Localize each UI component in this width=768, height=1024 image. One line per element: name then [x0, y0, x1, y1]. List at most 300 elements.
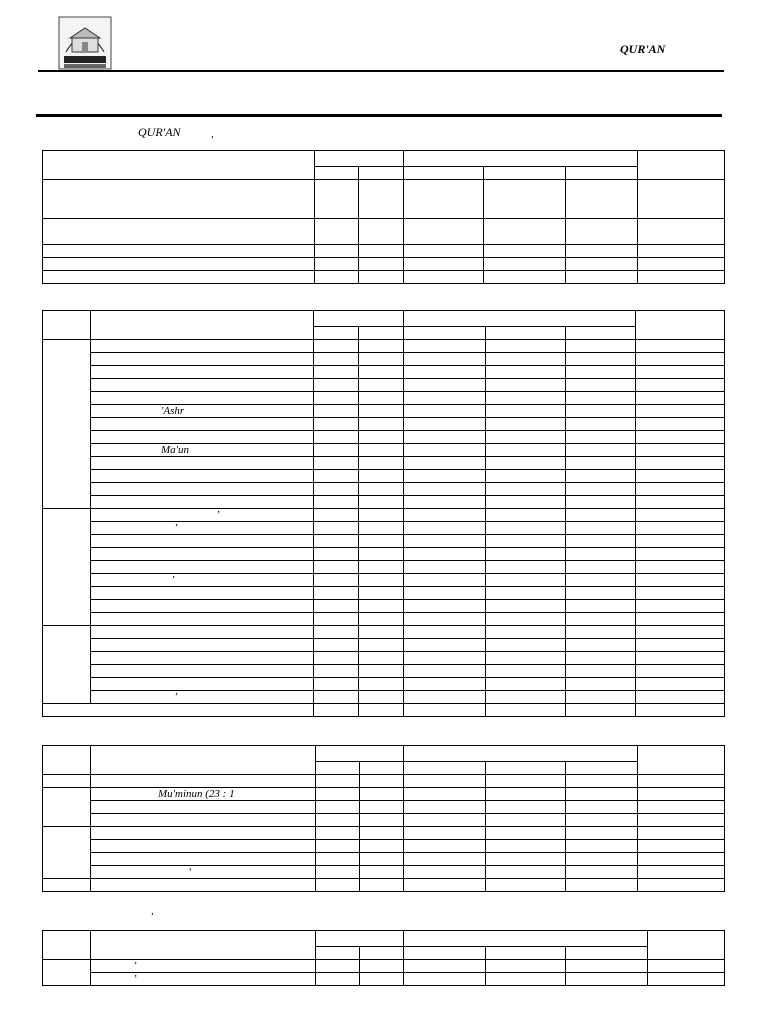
table-cell — [486, 973, 566, 986]
table-cell — [486, 652, 566, 665]
table-cell — [566, 704, 636, 717]
table-cell — [566, 444, 636, 457]
table-cell — [316, 746, 404, 762]
table-cell — [314, 496, 359, 509]
table-cell — [486, 626, 566, 639]
table-cell — [91, 775, 316, 788]
table-cell — [486, 775, 566, 788]
table-cell — [636, 444, 725, 457]
table-cell — [486, 853, 566, 866]
table-cell — [638, 814, 725, 827]
table-cell — [43, 219, 315, 245]
table-cell — [486, 947, 566, 960]
table-cell — [43, 311, 91, 340]
table-cell — [314, 678, 359, 691]
table-cell — [404, 535, 486, 548]
table-cell — [638, 775, 725, 788]
table-cell — [316, 973, 360, 986]
table-cell — [314, 691, 359, 704]
table-cell — [43, 775, 91, 788]
table-cell — [486, 691, 566, 704]
table-cell — [316, 788, 360, 801]
table-total-row — [43, 704, 725, 717]
table-cell — [636, 561, 725, 574]
table-cell — [359, 327, 404, 340]
table-cell — [314, 535, 359, 548]
table-cell — [91, 853, 316, 866]
table-cell — [636, 311, 725, 340]
table-cell — [486, 665, 566, 678]
table-cell — [566, 587, 636, 600]
table-cell — [404, 853, 486, 866]
table-cell — [314, 574, 359, 587]
table-cell — [91, 600, 314, 613]
table-cell — [359, 509, 404, 522]
table-cell — [486, 762, 566, 775]
table-cell — [404, 931, 648, 947]
table-cell — [91, 678, 314, 691]
table-cell — [91, 587, 314, 600]
table-cell — [91, 840, 316, 853]
table-cell — [484, 258, 566, 271]
table-cell — [314, 311, 404, 327]
table-cell — [486, 392, 566, 405]
table-cell — [43, 879, 91, 892]
table-cell — [636, 704, 725, 717]
table-cell — [91, 801, 316, 814]
table-surah-list — [42, 310, 725, 717]
table-cell — [314, 470, 359, 483]
table-cell — [484, 245, 566, 258]
table-cell — [316, 853, 360, 866]
table-cell — [360, 827, 404, 840]
table-cell — [360, 788, 404, 801]
table-cell — [314, 665, 359, 678]
table-cell — [316, 814, 360, 827]
table-cell — [43, 626, 91, 704]
table-cell — [566, 788, 638, 801]
table-additional — [42, 930, 725, 986]
table-cell — [404, 311, 636, 327]
table-cell — [486, 574, 566, 587]
table-cell — [314, 340, 359, 353]
table-cell — [636, 366, 725, 379]
table-cell — [486, 418, 566, 431]
table-cell — [636, 691, 725, 704]
table-cell — [316, 879, 360, 892]
table-cell — [315, 258, 359, 271]
table-cell — [404, 574, 486, 587]
table-row — [43, 626, 725, 639]
table-cell — [359, 587, 404, 600]
table-cell — [404, 704, 486, 717]
table-cell — [636, 626, 725, 639]
section-title: QUR'AN — [138, 125, 181, 139]
table-cell — [43, 788, 91, 827]
table-cell — [566, 801, 638, 814]
table-cell — [314, 444, 359, 457]
table-cell — [566, 327, 636, 340]
table-cell — [404, 379, 486, 392]
table-cell — [486, 587, 566, 600]
table-cell — [404, 600, 486, 613]
table-cell — [360, 866, 404, 879]
table-cell — [91, 457, 314, 470]
table-cell — [566, 613, 636, 626]
section-mark: ’ — [210, 135, 214, 146]
table-cell — [314, 652, 359, 665]
table-cell — [566, 418, 636, 431]
table-cell — [359, 613, 404, 626]
table-cell — [360, 762, 404, 775]
table-cell — [91, 652, 314, 665]
table-cell — [91, 470, 314, 483]
table-cell — [91, 340, 314, 353]
table-cell — [314, 457, 359, 470]
table-cell — [404, 827, 486, 840]
table-hafalan — [42, 745, 725, 892]
table-cell — [91, 496, 314, 509]
table-cell — [404, 775, 486, 788]
table-cell — [486, 960, 566, 973]
table-cell — [314, 639, 359, 652]
table-cell — [486, 613, 566, 626]
table-cell — [486, 353, 566, 366]
table-cell — [566, 379, 636, 392]
table-cell — [316, 827, 360, 840]
table-cell — [486, 814, 566, 827]
table-cell — [636, 522, 725, 535]
table-cell — [566, 639, 636, 652]
table-cell — [648, 973, 725, 986]
table-cell — [404, 340, 486, 353]
table-cell — [566, 827, 638, 840]
table-cell — [315, 167, 359, 180]
table-cell — [566, 271, 638, 284]
table-cell — [636, 340, 725, 353]
row-mark: ’ — [91, 574, 314, 587]
table-cell — [486, 366, 566, 379]
table-cell — [360, 801, 404, 814]
section4-mark: ’ — [150, 912, 154, 923]
table-cell — [91, 366, 314, 379]
table-cell — [314, 418, 359, 431]
institution-logo — [58, 16, 112, 70]
table-cell — [566, 535, 636, 548]
table-cell — [359, 418, 404, 431]
table-cell — [314, 522, 359, 535]
table-cell — [486, 522, 566, 535]
table-cell — [316, 762, 360, 775]
table-cell — [359, 470, 404, 483]
table-cell — [91, 392, 314, 405]
table-cell — [566, 775, 638, 788]
table-cell — [43, 931, 91, 960]
table-cell — [638, 180, 725, 219]
table-cell — [315, 271, 359, 284]
table-row — [43, 219, 725, 245]
table-cell — [486, 535, 566, 548]
table-cell — [648, 960, 725, 973]
table-row — [43, 271, 725, 284]
table-cell — [314, 483, 359, 496]
table-cell — [404, 245, 484, 258]
surah-maun: Ma'un — [91, 444, 314, 457]
table-cell — [636, 457, 725, 470]
table-cell — [404, 366, 486, 379]
table-cell — [484, 180, 566, 219]
table-cell — [566, 496, 636, 509]
table-cell — [566, 392, 636, 405]
table-cell — [486, 866, 566, 879]
table-cell — [314, 587, 359, 600]
table-cell — [566, 600, 636, 613]
table-cell — [404, 746, 638, 762]
table-cell — [566, 574, 636, 587]
table-cell — [566, 665, 636, 678]
table-cell — [359, 431, 404, 444]
table-cell — [486, 327, 566, 340]
table-cell — [314, 327, 359, 340]
table-cell — [91, 665, 314, 678]
table-row — [43, 258, 725, 271]
table-cell — [359, 245, 404, 258]
table-cell — [566, 866, 638, 879]
table-cell — [566, 879, 638, 892]
table-cell — [404, 626, 486, 639]
table-cell — [91, 431, 314, 444]
table-cell — [43, 340, 91, 509]
table-cell — [648, 931, 725, 960]
table-cell — [566, 814, 638, 827]
table-cell — [636, 665, 725, 678]
table-cell — [360, 947, 404, 960]
table-cell — [404, 788, 486, 801]
table-cell — [404, 327, 486, 340]
table-cell — [315, 245, 359, 258]
table-cell — [486, 600, 566, 613]
table-cell — [359, 704, 404, 717]
table-cell — [91, 827, 316, 840]
table-cell — [486, 801, 566, 814]
table-cell — [636, 652, 725, 665]
table-cell — [316, 840, 360, 853]
table-cell — [404, 678, 486, 691]
table-cell — [404, 973, 486, 986]
table-cell — [566, 678, 636, 691]
table-cell — [636, 470, 725, 483]
table-cell — [636, 509, 725, 522]
table-cell — [91, 746, 316, 775]
table-cell — [636, 418, 725, 431]
table-cell — [404, 522, 486, 535]
table-cell — [486, 509, 566, 522]
table-cell — [638, 271, 725, 284]
table-cell — [359, 626, 404, 639]
table-cell — [359, 366, 404, 379]
table-cell — [638, 866, 725, 879]
table-cell — [314, 600, 359, 613]
table-cell — [315, 151, 404, 167]
table-cell — [43, 827, 91, 879]
table-cell — [314, 392, 359, 405]
table-cell — [404, 561, 486, 574]
table-cell — [91, 548, 314, 561]
table-cell — [486, 548, 566, 561]
table-cell — [359, 548, 404, 561]
table-cell — [566, 548, 636, 561]
table-cell — [404, 444, 486, 457]
row-mark: ’ — [91, 960, 316, 973]
table-cell — [316, 931, 404, 947]
table-cell — [566, 561, 636, 574]
table-cell — [638, 245, 725, 258]
table-cell — [404, 879, 486, 892]
table-cell — [360, 853, 404, 866]
table-cell — [314, 509, 359, 522]
table-cell — [91, 561, 314, 574]
table-cell — [359, 665, 404, 678]
table-cell — [404, 151, 638, 167]
table-cell — [404, 587, 486, 600]
table-cell — [636, 574, 725, 587]
table-cell — [404, 418, 486, 431]
table-cell — [91, 535, 314, 548]
table-cell — [638, 840, 725, 853]
table-row — [43, 245, 725, 258]
table-cell — [566, 340, 636, 353]
table-cell — [638, 801, 725, 814]
table-cell — [566, 353, 636, 366]
row-mark: ’ — [91, 691, 314, 704]
table-cell — [486, 483, 566, 496]
table-cell — [638, 258, 725, 271]
table-row — [43, 960, 725, 973]
table-cell — [566, 522, 636, 535]
table-cell — [566, 258, 638, 271]
table-cell — [360, 814, 404, 827]
table-cell — [43, 245, 315, 258]
table-cell — [359, 678, 404, 691]
table-cell — [43, 180, 315, 219]
table-cell — [566, 366, 636, 379]
table-cell — [636, 353, 725, 366]
table-cell — [91, 626, 314, 639]
table-cell — [566, 431, 636, 444]
table-cell — [314, 613, 359, 626]
table-cell — [359, 379, 404, 392]
table-cell — [404, 405, 486, 418]
table-cell — [404, 665, 486, 678]
table-cell — [316, 947, 360, 960]
table-cell — [404, 353, 486, 366]
table-cell — [316, 775, 360, 788]
table-cell — [314, 379, 359, 392]
table-cell — [486, 879, 566, 892]
table-cell — [359, 574, 404, 587]
table-cell — [636, 548, 725, 561]
table-cell — [484, 167, 566, 180]
table-row — [43, 509, 725, 522]
table-cell — [314, 405, 359, 418]
section-rule — [36, 114, 722, 117]
table-cell — [486, 431, 566, 444]
table-cell — [359, 691, 404, 704]
table-cell — [486, 340, 566, 353]
table-cell — [566, 691, 636, 704]
row-mark: ’ — [91, 509, 314, 522]
table-cell — [359, 444, 404, 457]
table-row — [43, 788, 725, 801]
table-cell — [404, 652, 486, 665]
table-cell — [638, 151, 725, 180]
table-cell — [359, 167, 404, 180]
table-cell — [404, 866, 486, 879]
table-cell — [91, 311, 314, 340]
table-cell — [636, 431, 725, 444]
table-cell — [359, 340, 404, 353]
table-cell — [636, 587, 725, 600]
table-cell — [359, 522, 404, 535]
table-cell — [91, 483, 314, 496]
table-cell — [359, 600, 404, 613]
table-cell — [359, 258, 404, 271]
table-cell — [359, 535, 404, 548]
table-cell — [486, 840, 566, 853]
table-summary — [42, 150, 725, 284]
table-cell — [359, 392, 404, 405]
table-cell — [404, 392, 486, 405]
table-cell — [91, 613, 314, 626]
header-title: QUR'AN — [620, 42, 666, 56]
table-cell — [91, 814, 316, 827]
table-cell — [486, 444, 566, 457]
table-cell — [404, 840, 486, 853]
table-cell — [486, 457, 566, 470]
table-cell — [486, 405, 566, 418]
table-cell — [404, 548, 486, 561]
table-cell — [486, 470, 566, 483]
table-cell — [566, 509, 636, 522]
table-cell — [404, 167, 484, 180]
table-cell — [315, 180, 359, 219]
table-row — [43, 775, 725, 788]
table-cell — [636, 613, 725, 626]
table-cell — [486, 639, 566, 652]
table-cell — [404, 639, 486, 652]
table-cell — [404, 509, 486, 522]
table-cell — [360, 840, 404, 853]
table-cell — [359, 496, 404, 509]
table-cell — [404, 219, 484, 245]
table-cell — [359, 457, 404, 470]
table-cell — [404, 483, 486, 496]
table-cell — [636, 535, 725, 548]
table-cell — [43, 271, 315, 284]
surah-muminun: Mu'minun (23 : 1 — [91, 788, 316, 801]
table-cell — [486, 827, 566, 840]
table-cell — [636, 483, 725, 496]
table-cell — [314, 548, 359, 561]
table-cell — [566, 652, 636, 665]
table-cell — [314, 431, 359, 444]
table-cell — [43, 704, 314, 717]
table-cell — [486, 704, 566, 717]
table-cell — [566, 947, 648, 960]
table-cell — [360, 960, 404, 973]
table-cell — [566, 853, 638, 866]
table-cell — [566, 180, 638, 219]
